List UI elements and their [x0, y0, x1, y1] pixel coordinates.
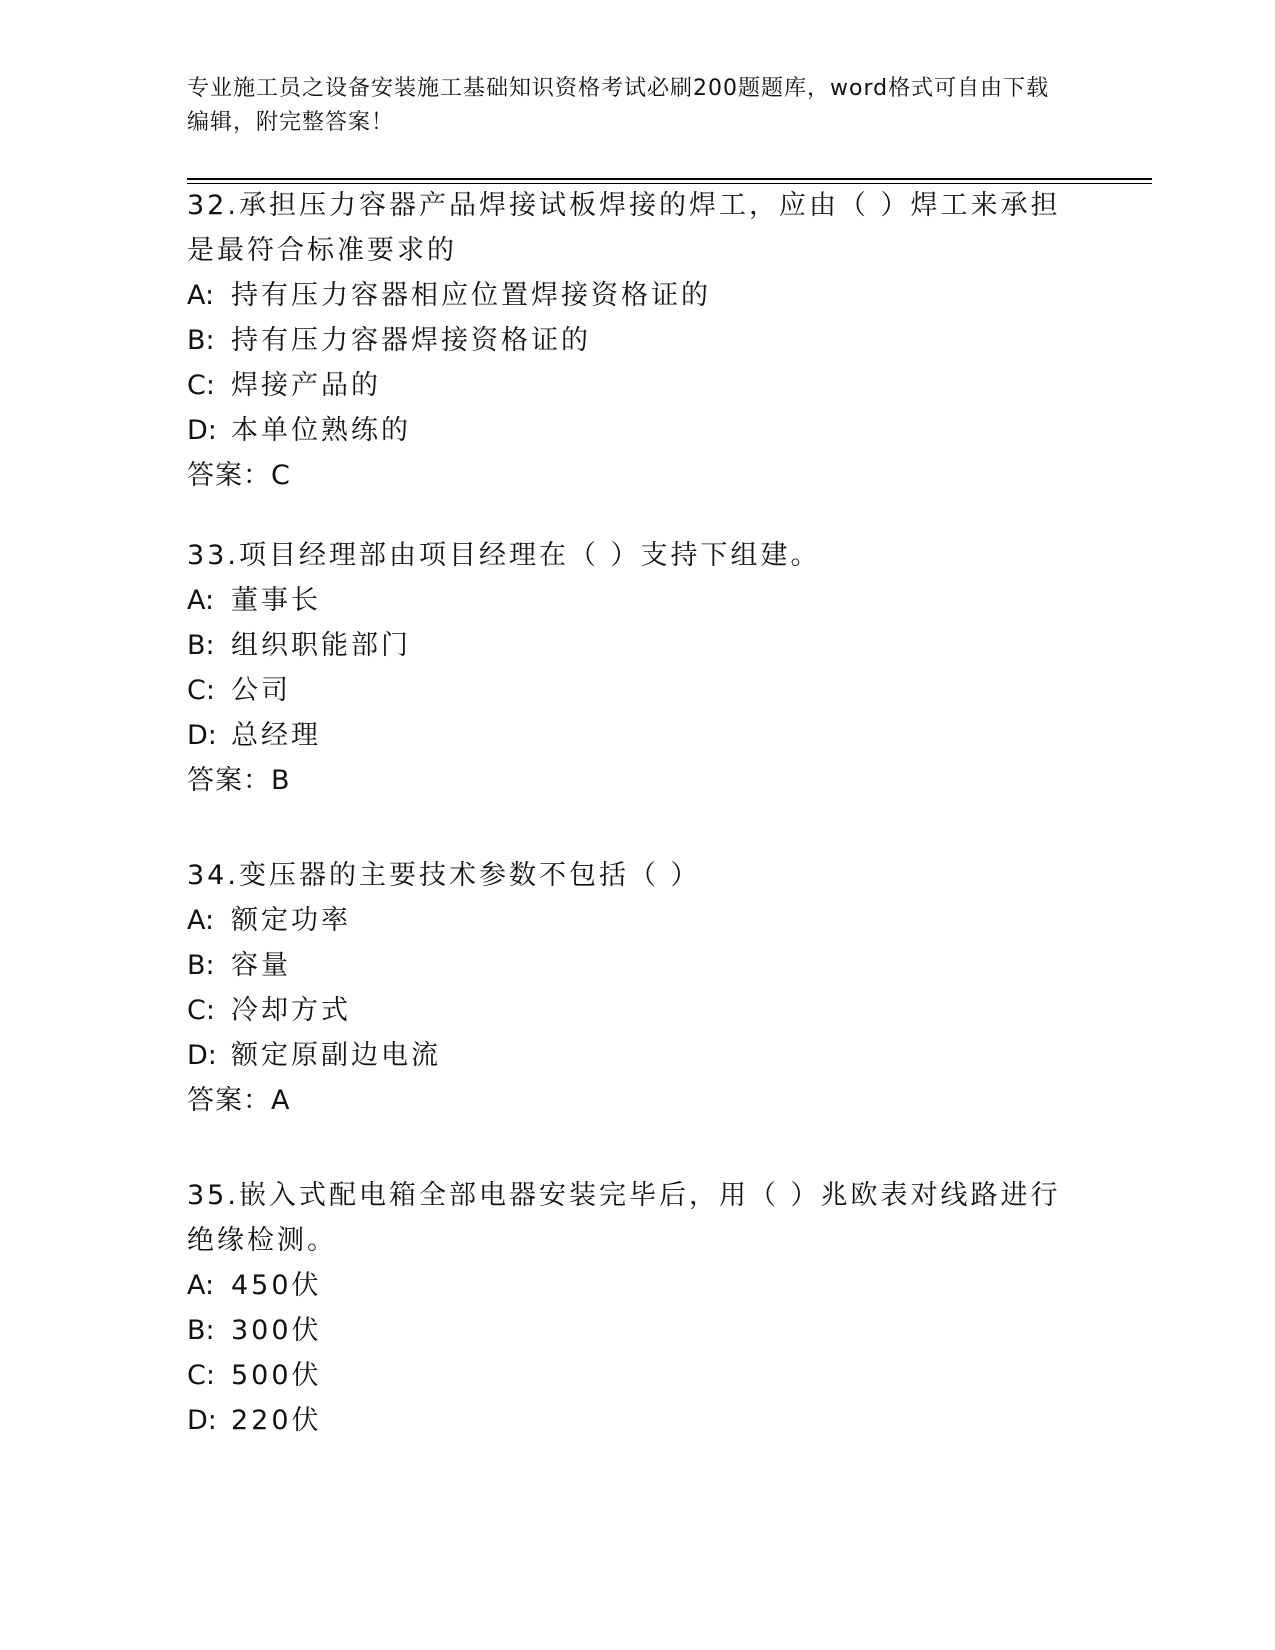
- answer-line: [187, 1078, 1067, 1123]
- option-label: C:: [187, 995, 215, 1026]
- option-label: B:: [187, 950, 215, 981]
- option-label: C:: [187, 675, 215, 706]
- option-d: [187, 1398, 1067, 1443]
- header-rule-thick: [187, 178, 1152, 180]
- option-label: B:: [187, 630, 215, 661]
- option-c: [187, 363, 1067, 408]
- option-text: 本单位熟练的: [231, 415, 411, 446]
- option-b: [187, 318, 1067, 363]
- option-text: 组织职能部门: [231, 630, 411, 661]
- option-text: 额定原副边电流: [231, 1040, 441, 1071]
- question-34: [187, 853, 1067, 1123]
- option-text: 焊接产品的: [231, 370, 381, 401]
- option-text: 额定功率: [231, 905, 351, 936]
- option-a: [187, 273, 1067, 318]
- option-text: 总经理: [231, 720, 321, 751]
- option-label: D:: [187, 415, 217, 446]
- option-text: 公司: [231, 675, 291, 706]
- option-text: 220伏: [231, 1405, 322, 1436]
- option-label: D:: [187, 720, 217, 751]
- document-header: 专业施工员之设备安装施工基础知识资格考试必刷200题题库，word格式可自由下载编辑，附完整答案！: [187, 76, 1050, 135]
- option-a: [187, 578, 1067, 623]
- option-label: D:: [187, 1040, 217, 1071]
- option-label: D:: [187, 1405, 217, 1436]
- option-text: 450伏: [231, 1270, 322, 1301]
- answer-value: C: [271, 460, 291, 491]
- option-d: [187, 1033, 1067, 1078]
- option-text: 冷却方式: [231, 995, 351, 1026]
- option-text: 300伏: [231, 1315, 322, 1346]
- option-label: A:: [187, 585, 215, 616]
- option-text: 500伏: [231, 1360, 322, 1391]
- answer-label: 答案：: [187, 460, 271, 491]
- answer-line: [187, 453, 1067, 498]
- option-text: 董事长: [231, 585, 321, 616]
- question-35: [187, 1173, 1067, 1443]
- question-stem: 32.承担压力容器产品焊接试板焊接的焊工，应由（ ）焊工来承担是最符合标准要求的: [187, 190, 1061, 266]
- option-label: C:: [187, 1360, 215, 1391]
- question-stem: 33.项目经理部由项目经理在（ ）支持下组建。: [187, 540, 821, 571]
- option-d: [187, 713, 1067, 758]
- option-text: 持有压力容器相应位置焊接资格证的: [231, 280, 711, 311]
- option-b: [187, 943, 1067, 988]
- option-label: B:: [187, 325, 215, 356]
- option-label: A:: [187, 280, 215, 311]
- option-b: [187, 1308, 1067, 1353]
- option-text: 容量: [231, 950, 291, 981]
- answer-label: 答案：: [187, 1085, 271, 1116]
- option-c: [187, 988, 1067, 1033]
- answer-label: 答案：: [187, 765, 271, 796]
- option-c: [187, 668, 1067, 713]
- option-text: 持有压力容器焊接资格证的: [231, 325, 591, 356]
- answer-line: [187, 758, 1067, 803]
- option-a: [187, 898, 1067, 943]
- option-c: [187, 1353, 1067, 1398]
- option-label: A:: [187, 1270, 215, 1301]
- option-a: [187, 1263, 1067, 1308]
- option-d: [187, 408, 1067, 453]
- option-label: A:: [187, 905, 215, 936]
- answer-value: B: [271, 765, 291, 796]
- option-label: C:: [187, 370, 215, 401]
- question-stem: 35.嵌入式配电箱全部电器安装完毕后，用（ ）兆欧表对线路进行绝缘检测。: [187, 1180, 1061, 1256]
- question-stem: 34.变压器的主要技术参数不包括（ ）: [187, 860, 701, 891]
- option-label: B:: [187, 1315, 215, 1346]
- question-33: [187, 533, 1067, 803]
- question-32: [187, 183, 1067, 498]
- answer-value: A: [271, 1085, 291, 1116]
- option-b: [187, 623, 1067, 668]
